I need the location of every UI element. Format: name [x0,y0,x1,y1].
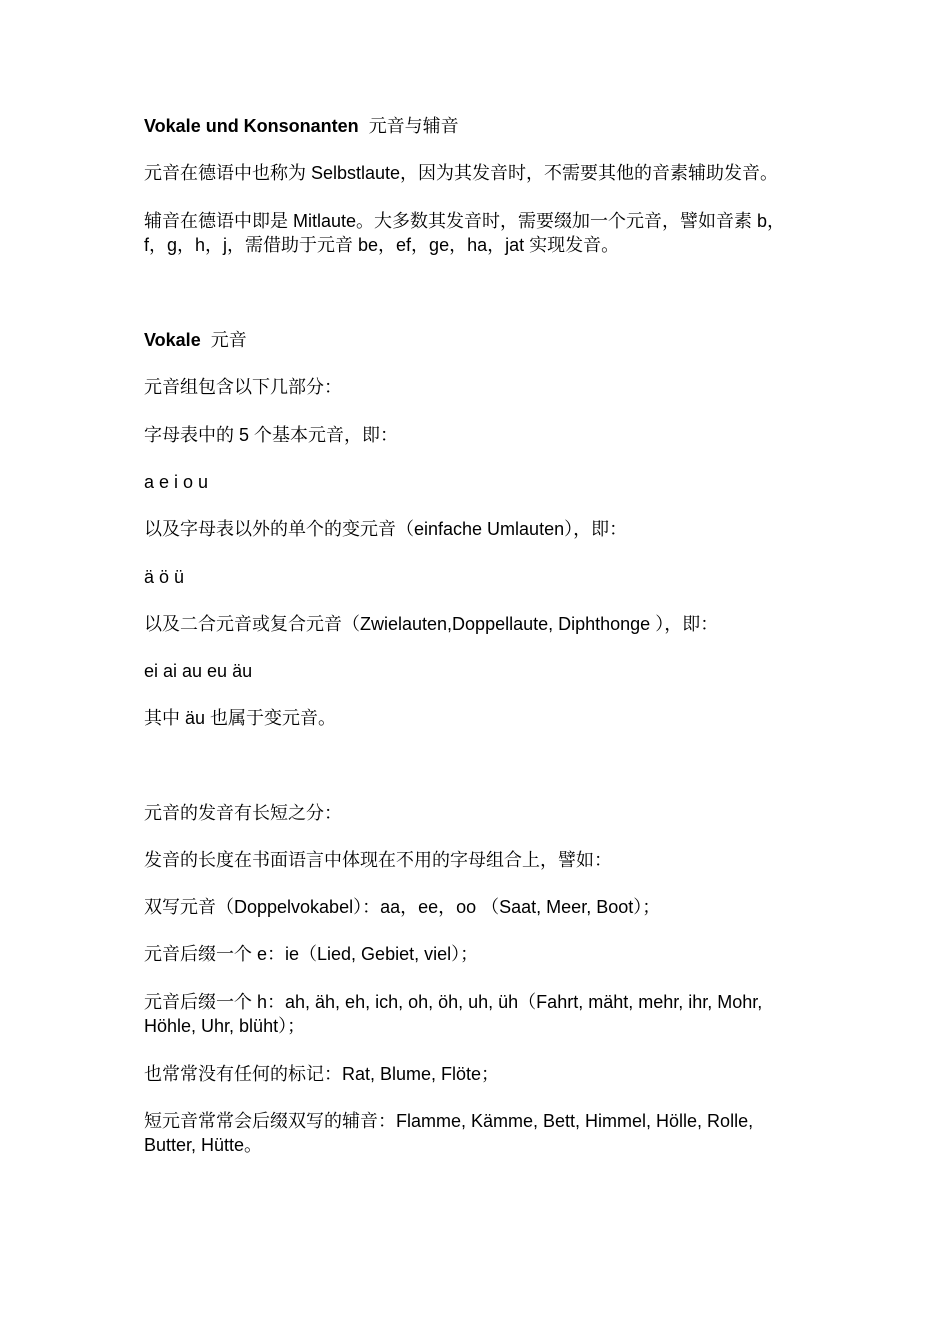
section-heading-vokale-und-konsonanten [144,114,809,138]
heading-latin-text: Vokale [144,330,201,350]
paragraph-double-vowels: 双写元音（Doppelvokabel）：aa，ee，oo （Saat, Meer, Boot）； [144,897,661,917]
paragraph-short-vowels-line-1: 短元音常常会后缀双写的辅音：Flamme, Kämme, Bett, Himmel, Hölle, Rolle, [144,1111,754,1131]
paragraph-aeu-note: 其中 äu 也属于变元音。 [144,708,337,728]
paragraph-vowel-length: 元音的发音有长短之分： [144,803,342,823]
paragraph-length-spelling: 发音的长度在书面语言中体现在不用的字母组合上，譬如： [144,850,612,870]
paragraph-selbstlaute: 元音在德语中也称为 Selbstlaute，因为其发音时，不需要其他的音素辅助发音。 [144,163,779,183]
paragraph-short-vowels-line-2: Butter, Hütte。 [144,1135,263,1155]
paragraph-mitlaute-line-1: 辅音在德语中即是 Mitlaute。大多数其发音时，需要缀加一个元音，譬如音素 b， [144,211,786,231]
heading-chinese-text: 元音与辅音 [368,116,459,136]
paragraph-umlauts: 以及字母表以外的单个的变元音（einfache Umlauten），即： [144,519,628,539]
paragraph-suffix-h-line-1: 元音后缀一个 h：ah, äh, eh, ich, oh, öh, uh, üh（Fahrt, mäht, mehr, ihr, Mohr, [144,992,763,1012]
paragraph-diphthongs: 以及二合元音或复合元音（Zwielauten,Doppellaute, Diphthonge ），即： [144,614,719,634]
heading-chinese-text: 元音 [210,330,247,350]
paragraph-mitlaute-line-2: f，g，h，j，需借助于元音 be，ef，ge，ha，jat 实现发音。 [144,235,620,255]
paragraph-suffix-h-line-2: Höhle, Uhr, blüht）； [144,1016,306,1036]
vowel-list-umlauts: ä ö ü [144,567,185,587]
paragraph-vowel-groups: 元音组包含以下几部分： [144,377,342,397]
paragraph-no-marker: 也常常没有任何的标记：Rat, Blume, Flöte； [144,1064,500,1084]
vowel-list-basic: a e i o u [144,472,209,492]
vowel-list-diphthongs: ei ai au eu äu [144,661,253,681]
heading-latin-text: Vokale und Konsonanten [144,116,359,136]
section-heading-vokale [144,328,809,352]
paragraph-basic-vowels: 字母表中的 5 个基本元音，即： [144,425,399,445]
paragraph-suffix-e: 元音后缀一个 e：ie（Lied, Gebiet, viel）； [144,944,479,964]
